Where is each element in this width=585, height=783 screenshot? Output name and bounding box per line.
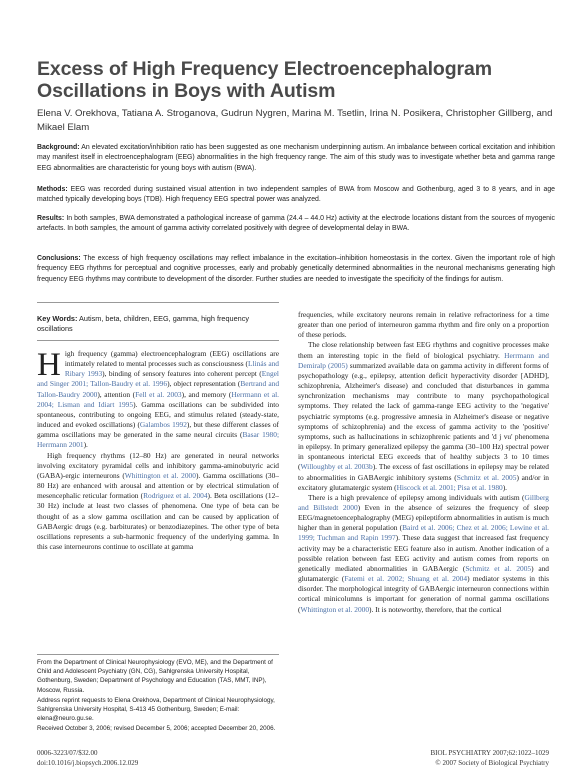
citation-link[interactable]: Hiscock et al. 2001; Pisa et al. 1980 xyxy=(396,482,503,492)
background-label: Background: xyxy=(37,144,80,151)
citation-link[interactable]: Baird et al. 2006; Chez et al. 2006; Lewine et al. 1999; Tuchman and Rapin 1997 xyxy=(298,523,549,543)
text-run: There is a high prevalence of epilepsy among individuals with autism ( xyxy=(308,492,525,502)
drop-cap: H xyxy=(37,347,61,383)
keywords xyxy=(37,314,279,335)
copyright: © 2007 Society of Biological Psychiatry xyxy=(435,759,549,767)
keywords-label: Key Words: xyxy=(37,314,78,323)
received-note: Received October 3, 2006; revised December 5, 2006; accepted December 20, 2006. xyxy=(37,725,276,733)
citation-link[interactable]: Galambos 1992 xyxy=(139,420,187,430)
text-run: ). These data suggest that increased fast frequency activity may be a characteristic EEG feature also in autism. Another indication of a possible relation between fast EEG activity and autism comes from reports on genetically mediated abnormalities in GABAergic ( xyxy=(298,533,549,573)
methods-text: EEG was recorded during sustained visual attention in two independent samples of BWA from Moscow and Gothenburg, aged 3 to 8 years, and in age matched typically developing boys (TDB). High frequency EEG spectral power was analyzed. xyxy=(37,186,556,204)
body-column-left xyxy=(37,349,279,552)
citation-link[interactable]: Whittington et al. 2000 xyxy=(124,470,196,480)
text-run: ) mediator systems in this disorder. The morphological integrity of GABAergic interneuron connections within cortical minicolumns is important for generation of normal gamma oscillations ( xyxy=(298,574,550,614)
text-run: ). Beta oscillations (12–30 Hz) include at least two classes of phenomena. One type of beta can be thought of as a slow gamma oscillation and can be caused by application of GABAergic drugs (e.g. barbiturates) or benzodiazepines. The other type of beta oscillations represents a sub-harmonic frequency of the underlying gamma. In this case interneurons continue to oscillate at gamma xyxy=(37,491,279,551)
abstract-results xyxy=(37,214,555,235)
results-text: In both samples, BWA demonstrated a pathological increase of gamma (24.4 – 44.0 Hz) activity at the electrode locations distant from the sources of myogenic artefacts. In both samples, the amount of gamma activity correlated positively with degree of developmental delay in BWA. xyxy=(37,215,555,233)
citation-link[interactable]: Schmitz et al. 2005 xyxy=(456,472,517,482)
citation-link[interactable]: Bertrand and Tallon-Baudry 2000 xyxy=(37,379,280,399)
text-run: The close relationship between fast EEG rhythms and cognitive processes make them an interesting topic in the field of biological psychiatry. xyxy=(298,340,549,360)
text-run: ). xyxy=(83,440,88,450)
keywords-divider xyxy=(37,340,279,341)
correspondence-note: Address reprint requests to Elena Orekhova, Department of Clinical Neurophysiology, Sahlgrenska University Hospital, S-413 45 Gothenburg, Sweden; E-mail: elena@neuro.gu.se. xyxy=(37,696,275,723)
abstract-methods xyxy=(37,185,555,206)
body-paragraph: frequencies, while excitatory neurons remain in relative refractoriness for a time greater than one period of interneuron gamma rhythm and fire only on a proportion of these periods. xyxy=(298,310,549,340)
text-run: ) and glutamatergic ( xyxy=(298,563,549,584)
citation-link[interactable]: Whittington et al. 2000 xyxy=(300,604,370,614)
abstract-conclusions xyxy=(37,254,555,285)
affiliation-note: From the Department of Clinical Neurophysiology (EVO, ME), and the Department of Child and Adolescent Psychiatry (GN, CG), Sahlgrenska University Hospital, Gothenburg, Sweden; Department of Psychology and Education (TAS, MMT, INP), Moscow, Russia. xyxy=(37,659,273,694)
citation-link[interactable]: Fell et al. 2003 xyxy=(135,389,182,399)
citation-link[interactable]: Llinás and Ribary 1993 xyxy=(64,359,280,379)
text-run: ), and memory ( xyxy=(181,389,232,399)
body-paragraph xyxy=(298,340,549,492)
methods-label: Methods: xyxy=(37,186,68,193)
citation-link[interactable]: Engel and Singer 2001; Tallon-Baudry et al. 1996 xyxy=(37,369,279,389)
text-run: ), attention ( xyxy=(97,389,136,399)
text-run: ). Gamma oscillations (30–80 Hz) are enhanced with arousal and attention or by electrical stimulation of mesencephalic reticular formation ( xyxy=(37,470,280,501)
text-run: ). xyxy=(502,482,508,492)
text-run: ), but these different classes of gamma oscillations may be generated in the same neural circuits ( xyxy=(37,420,279,440)
citation-link[interactable]: Basar 1980; Herrmann 2001 xyxy=(37,430,279,450)
citation-link[interactable]: Gillberg and Billstedt 2000 xyxy=(298,492,549,512)
text-run: ). It is noteworthy, therefore, that the cortical xyxy=(369,604,502,614)
doi: doi:10.1016/j.biopsych.2006.12.029 xyxy=(37,759,139,767)
journal-citation: BIOL PSYCHIATRY 2007;62:1022–1029 xyxy=(430,749,549,757)
citation-link[interactable]: Schmitz et al. 2005 xyxy=(465,563,532,573)
body-column-right xyxy=(298,310,549,615)
citation-link[interactable]: Herrmann and Demiralp (2005) xyxy=(298,350,549,370)
body-paragraph xyxy=(298,493,549,615)
conclusions-label: Conclusions: xyxy=(37,255,81,262)
footer-right xyxy=(320,748,549,768)
conclusions-text: The excess of high frequency oscillations may reflect imbalance in the excitation–inhibition homeostasis in the cortex. Given the important role of high frequency EEG rhythms for perceptual and cognitive processes, early and probably genetically determined abnormalities in the neuronal mechanisms generating high frequency EEG rhythms may contribute to development of the disorder. Further studies are needed to investigate the specificity of the findings for autism. xyxy=(37,255,556,283)
citation-link[interactable]: Willoughby et al. 2003b xyxy=(300,462,373,472)
text-run: High frequency rhythms (12–80 Hz) are generated in neural networks involving excitatory pyramidal cells and inhibitory gamma-aminobutyric acid (GABA)-ergic interneurons ( xyxy=(37,450,279,480)
citation-link[interactable]: Rodriguez et al. 2004 xyxy=(143,491,208,501)
text-run: ). Gamma oscillations can be subdivided into spontaneous, contributing to ongoing EEG, and stimulus related (steady-state, induced and evoked oscillations) ( xyxy=(37,399,279,430)
issn: 0006-3223/07/$32.00 xyxy=(37,749,98,757)
abstract-background xyxy=(37,143,555,174)
text-run: ), object representation ( xyxy=(167,379,241,389)
footnote-divider xyxy=(37,654,279,655)
text-run: ). The excess of fast oscillations in epilepsy may be related to abnormalities in GABAergic inhibitory systems ( xyxy=(298,462,550,482)
results-label: Results: xyxy=(37,215,65,222)
body-paragraph xyxy=(37,349,279,451)
abstract-divider xyxy=(37,302,279,303)
citation-link[interactable]: Herrmann et al. 2004; Lisman and Idiart 1995 xyxy=(37,389,279,409)
text-run: ) and/or in excitatory glutamatergic system ( xyxy=(298,472,549,492)
text-run: ), binding of sensory features into coherent percept ( xyxy=(102,369,262,379)
text-run: ) Even in the absence of seizures the frequency of sleep EEG/magnetoencephalography (MEG) epileptiform abnormalities in autism is much higher than in general population ( xyxy=(298,502,549,533)
keywords-text: Autism, beta, children, EEG, gamma, high frequency oscillations xyxy=(37,314,249,334)
background-text: An elevated excitation/inhibition ratio has been suggested as one mechanism underpinning autism. An imbalance between cortical excitation and inhibition may manifest itself in electroencephalogram (EEG) abnormalities in the high frequency range. The aim of this study was to investigate whether beta and gamma range EEG abnormalities are characteristic for young boys with autism (BWA). xyxy=(37,144,555,172)
citation-link[interactable]: Fatemi et al. 2002; Shuang et al. 2004 xyxy=(344,574,468,584)
text-run: summarized available data on gamma activity in different forms of psychopathology (e.g., epilepsy, attention deficit hyperactivity disorder [ADHD], schizophrenia, Alzheimer's disease) and concluded that disturbances in gamma synchronization mechanisms may contribute to many psychopathological symptoms. They related the lack of gamma-range EEG activity to the 'negative' psychiatric symptoms (e.g. progressive amnesia in Alzheimer's disease or negative symptoms of schizophrenia) and the excess of gamma activity to the 'positive' symptoms, such as hallucinations in schizophrenic patients and 'd j vu' phenomena in epilepsy. In primary generalized epilepsy the gamma (30–100 Hz) spectral power in spontaneous interictal EEG exceeds that of healthy subjects 3 to 10 times ( xyxy=(298,360,550,472)
footnotes xyxy=(37,658,279,735)
author-list: Elena V. Orekhova, Tatiana A. Stroganova, Gudrun Nygren, Marina M. Tsetlin, Irina N. Posikera, Christopher Gillberg, and Mikael Elam xyxy=(37,108,553,133)
body-paragraph xyxy=(37,451,279,553)
footer-left xyxy=(37,748,277,768)
article-title: Excess of High Frequency Electroencephalogram Oscillations in Boys with Autism xyxy=(37,58,492,102)
text-run: igh frequency (gamma) electroencephalogram (EEG) oscillations are intimately related to mental processes such as consciousness ( xyxy=(64,349,279,369)
